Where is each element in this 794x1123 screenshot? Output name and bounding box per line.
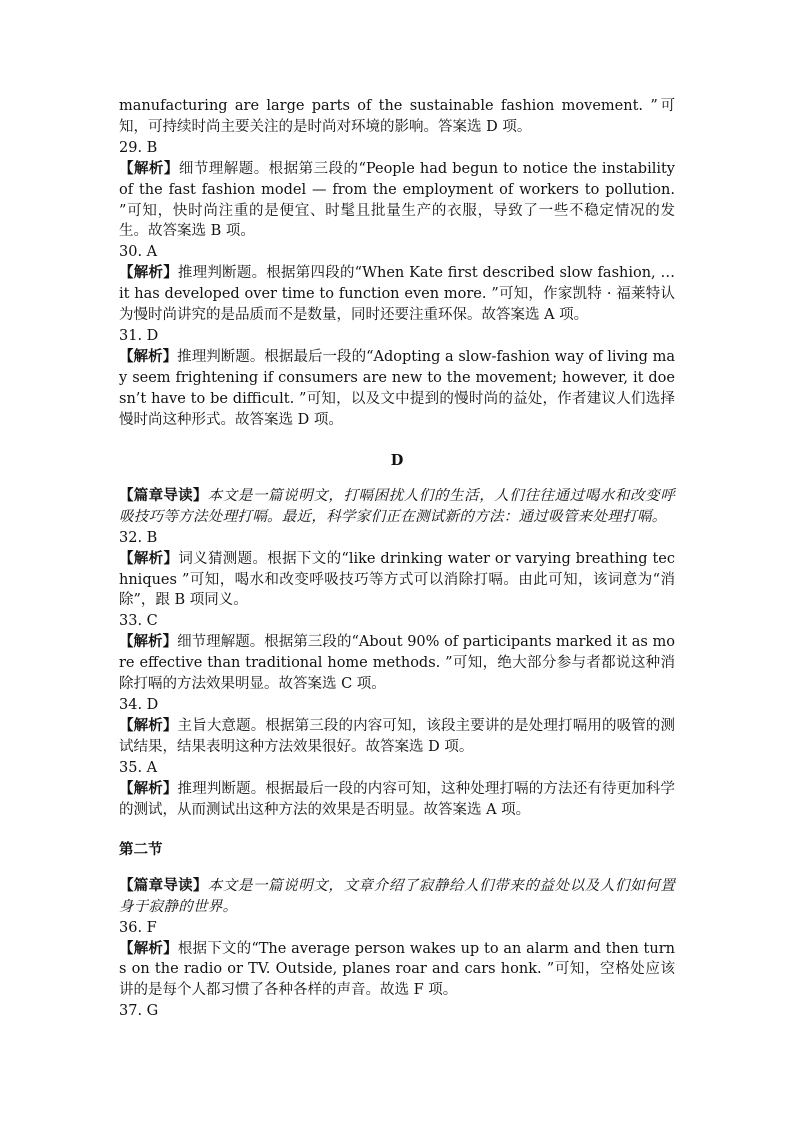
answer-30: 30. A — [119, 244, 158, 261]
analysis-label: 【解析】 — [119, 716, 178, 734]
analysis-text: 推理判断题。根据最后一段的内容可知，这种处理打嗝的方法还有待更加科学的测试，从而测试出这种方法的效果是否明显。故答案选 A 项。 — [119, 780, 676, 818]
analysis-31 — [119, 347, 675, 431]
analysis-35 — [119, 779, 675, 821]
guide-text: 本文是一篇说明文，打嗝困扰人们的生活，人们往往通过喝水和改变呼吸技巧等方法处理打嗝。最近，科学家们正在测试新的方法：通过吸管来处理打嗝。 — [119, 487, 676, 525]
answer-32: 32. B — [119, 529, 158, 546]
analysis-label: 【解析】 — [119, 159, 179, 177]
passage-guide-d — [119, 486, 675, 528]
analysis-33 — [119, 632, 675, 695]
guide-label: 【篇章导读】 — [119, 486, 208, 504]
analysis-label: 【解析】 — [119, 779, 178, 797]
analysis-label: 【解析】 — [119, 264, 178, 282]
section-heading-part2: 第二节 — [119, 841, 163, 859]
document-page — [119, 96, 675, 1022]
analysis-34 — [119, 716, 675, 758]
answer-31: 31. D — [119, 327, 159, 344]
analysis-text: 推理判断题。根据第四段的“When Kate first described slow fashion, … it has developed over time to function even more. ”可知，作家凯特 · 福莱特认为慢时尚讲究的是品质而不是数量，同时还要注重环保。故答案选 A 项。 — [119, 265, 676, 324]
guide-label: 【篇章导读】 — [119, 876, 208, 894]
analysis-29 — [119, 159, 675, 243]
analysis-label: 【解析】 — [119, 347, 178, 365]
section-heading-d: D — [390, 451, 404, 469]
analysis-label: 【解析】 — [119, 939, 178, 957]
guide-text: 本文是一篇说明文，文章介绍了寂静给人们带来的益处以及人们如何置身于寂静的世界。 — [119, 877, 676, 915]
answer-35: 35. A — [119, 759, 158, 776]
analysis-text: 主旨大意题。根据第三段的内容可知，该段主要讲的是处理打嗝用的吸管的测试结果，结果表明这种方法效果很好。故答案选 D 项。 — [119, 717, 676, 755]
analysis-36 — [119, 939, 675, 1002]
analysis-32 — [119, 549, 675, 612]
analysis-30 — [119, 263, 675, 326]
answer-34: 34. D — [119, 696, 159, 713]
answer-29: 29. B — [119, 139, 158, 156]
analysis-label: 【解析】 — [119, 549, 179, 567]
analysis-text: 细节理解题。根据第三段的“About 90% of participants marked it as more effective than traditional home methods. ”可知，绝大部分参与者都说这种消除打嗝的方法效果明显。故答案选 C 项。 — [119, 634, 675, 693]
answer-33: 33. C — [119, 613, 158, 630]
analysis-text: 细节理解题。根据第三段的“People had begun to notice the instability of the fast fashion model — from the employment of workers to pollution. ”可知，快时尚注重的是便宜、时髦且批量生产的衣服，导致了一些不稳定情况的发生。故答案选 B 项。 — [119, 160, 675, 240]
answer-36: 36. F — [119, 919, 157, 936]
analysis-text: 推理判断题。根据最后一段的“Adopting a slow-fashion way of living may seem frightening if consumers are new to the movement; however, it doesn’t have to be difficult. ”可知，以及文中提到的慢时尚的益处，作者建议人们选择慢时尚这种形式。故答案选 D 项。 — [119, 348, 675, 428]
analysis-text: 根据下文的“The average person wakes up to an alarm and then turns on the radio or TV. Outside, planes roar and cars honk. ”可知，空格处应该讲的是每个人都习惯了各种各样的声音。故选 F 项。 — [119, 940, 675, 999]
analysis-text: 词义猜测题。根据下文的“like drinking water or varying breathing techniques ”可知，喝水和改变呼吸技巧等方式可以消除打嗝。由此可知，该词意为“消除”，跟 B 项同义。 — [119, 550, 675, 609]
answer-37: 37. G — [119, 1003, 159, 1020]
analysis-label: 【解析】 — [119, 633, 178, 651]
paragraph-continuation: manufacturing are large parts of the sustainable fashion movement. ”可知，可持续时尚主要关注的是时尚对环境的影响。答案选 D 项。 — [119, 98, 675, 135]
passage-guide-part2 — [119, 876, 675, 918]
